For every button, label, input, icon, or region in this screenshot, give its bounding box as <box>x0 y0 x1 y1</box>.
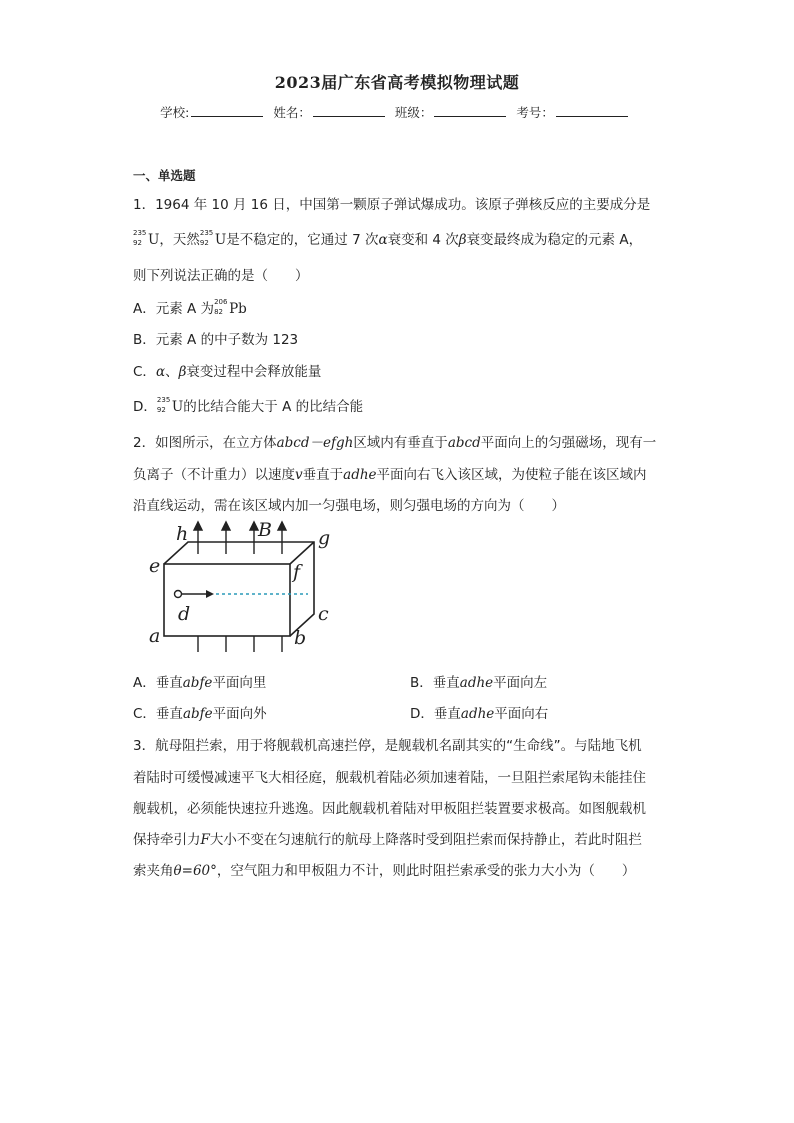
b-field-arrows <box>194 522 286 554</box>
label-e: e <box>149 555 161 577</box>
q3-line4: 保持牵引力F大小不变在匀速航行的航母上降落时受到阻拦索而保持静止，若此时阻拦 <box>133 832 642 848</box>
class-label: 班级： <box>394 105 433 120</box>
q2-option-d: D．垂直adhe平面向右 <box>410 706 549 722</box>
label-h: h <box>176 523 189 545</box>
q1-option-c: C．α、β衰变过程中会释放能量 <box>133 364 322 380</box>
u235-nuclide-3: 235 92 <box>156 396 171 414</box>
label-a: a <box>149 625 161 647</box>
q3-line3: 舰载机，必须能快速拉升逃逸。因此舰载机着陆对甲板阻拦装置要求极高。如图舰载机 <box>133 801 646 817</box>
q2-line2: 负离子（不计重力）以速度v垂直于adhe平面向右飞入该区域，为使粒子能在该区域内 <box>133 467 647 483</box>
number-label: 考号： <box>516 105 554 120</box>
student-info-row <box>0 103 794 121</box>
q3-line2: 着陆时可缓慢减速平飞大相径庭，舰载机着陆必须加速着陆，一旦阻拦索尾钩未能挂住 <box>133 770 646 786</box>
pb206-nuclide: 206 82 <box>214 298 228 316</box>
q2-option-a: A．垂直abfe平面向里 <box>133 675 267 691</box>
school-blank <box>191 104 263 117</box>
q2-line1: 2．如图所示，在立方体abcd－efgh区域内有垂直于abcd平面向上的匀强磁场，现有一 <box>133 435 657 451</box>
name-label: 姓名： <box>273 105 311 120</box>
cube-front-face <box>164 564 290 636</box>
name-blank <box>313 104 385 117</box>
q1-line3: 则下列说法正确的是（ ） <box>133 268 309 284</box>
q1-line1: 1．1964 年 10 月 16 日，中国第一颗原子弹试爆成功。该原子弹核反应的主要成分是 <box>133 197 651 213</box>
b-field-lines-bottom <box>198 636 282 652</box>
q1-option-d: D． 235 92 U的比结合能大于 A 的比结合能 <box>133 396 364 415</box>
velocity-arrowhead <box>206 590 214 598</box>
label-B: B <box>258 519 272 541</box>
q2-option-b: B．垂直adhe平面向左 <box>410 675 548 691</box>
q1-line2: 235 92 U，天然 235 92 U是不稳定的，它通过 7 次α衰变和 4 次β衰变最终成为稳定的元素 A， <box>133 229 643 248</box>
u235-nuclide-2: 235 92 <box>199 229 214 247</box>
q2-line3: 沿直线运动，需在该区域内加一匀强电场，则匀强电场的方向为（ ） <box>133 498 565 514</box>
label-c: c <box>318 603 329 625</box>
label-b: b <box>294 627 307 649</box>
number-blank <box>556 104 628 117</box>
q2-option-c: C．垂直abfe平面向外 <box>133 706 267 722</box>
school-label: 学校: <box>160 105 190 120</box>
q3-line5: 索夹角θ=60°，空气阻力和甲板阻力不计，则此时阻拦索承受的张力大小为（ ） <box>133 863 636 879</box>
section-heading: 一、单选题 <box>133 168 196 183</box>
label-g: g <box>318 527 331 549</box>
label-f: f <box>293 561 301 583</box>
cube-figure <box>140 518 340 658</box>
u235-nuclide: 235 92 <box>133 229 147 247</box>
page-title: 2023届广东省高考模拟物理试题 <box>274 73 520 92</box>
q1-option-b: B．元素 A 的中子数为 123 <box>133 332 299 348</box>
particle-icon <box>175 591 182 598</box>
q3-line1: 3．航母阻拦索，用于将舰载机高速拦停，是舰载机名副其实的“生命线”。与陆地飞机 <box>133 738 642 754</box>
q1-option-a: A．元素 A 为 206 82 Pb <box>133 298 247 317</box>
label-d: d <box>178 603 191 625</box>
class-blank <box>434 104 506 117</box>
